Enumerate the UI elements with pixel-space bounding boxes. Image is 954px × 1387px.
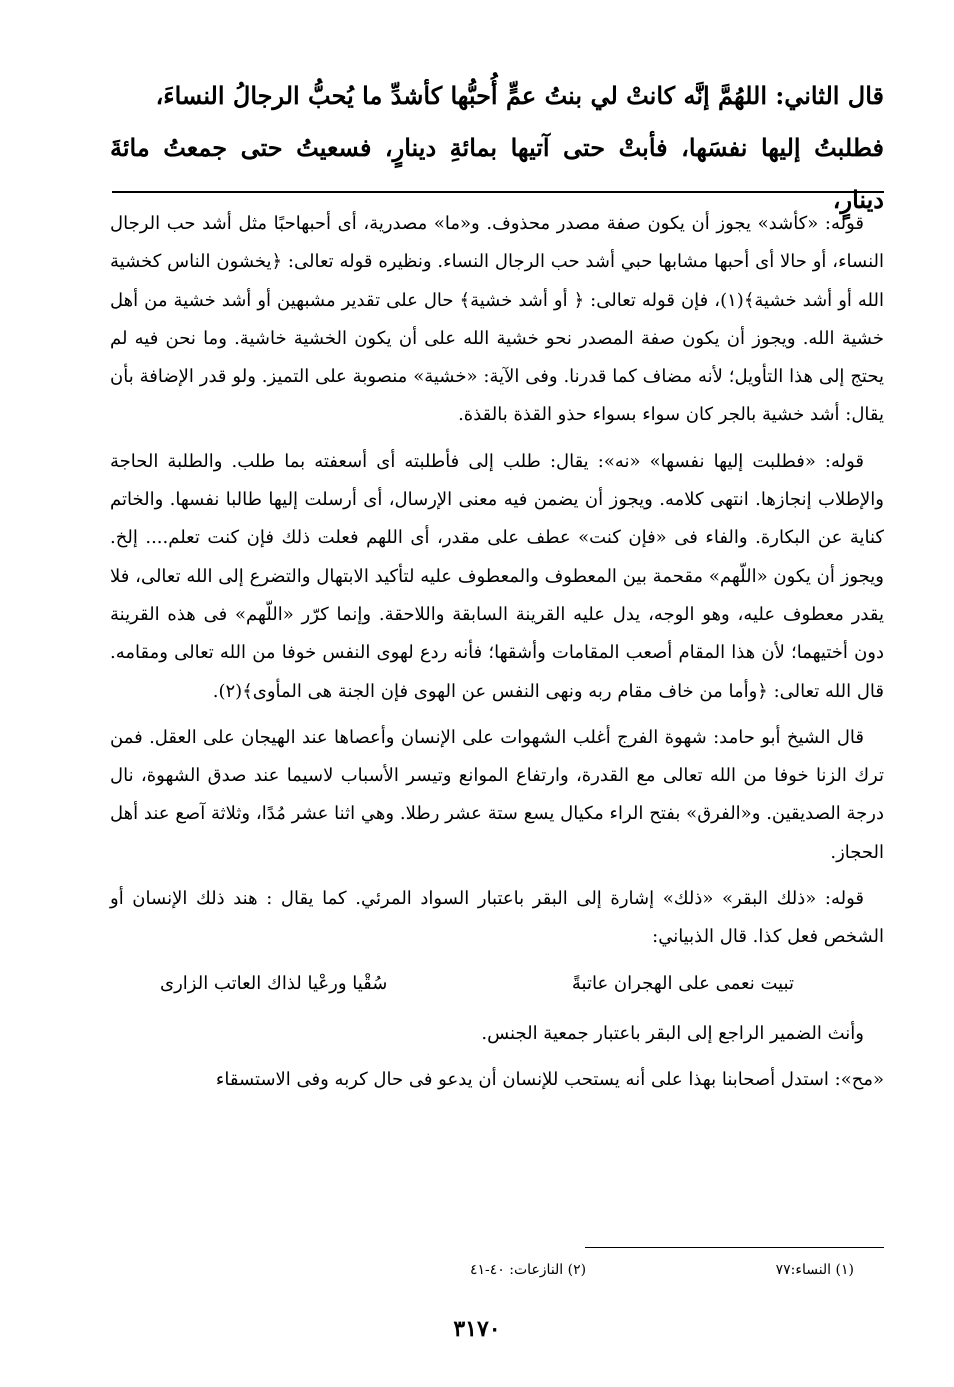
main-text-line-1: قال الثاني: اللهُمَّ إنَّه كانتْ لي بنتُ عمٍّ أُحبُّها كأشدِّ ما يُحبُّ الرجالُ النساءَ، (155, 81, 884, 110)
separator-line (112, 191, 884, 193)
footnotes (470, 1262, 854, 1278)
footnote-1: (١) النساء:٧٧ (775, 1262, 854, 1278)
poetry-verse (110, 965, 884, 1003)
commentary-paragraph-2: قوله: «فطلبت إليها نفسها» «نه»: يقال: طلب إلى فأطلبته أى أسعفته بما طلب. والطلبة الحاجة والإطلاب إنجازها. انتهى كلامه. ويجوز أن يضمن فيه معنى الإرسال، أى أرسلت إليها طالبا نفسها. والخاتم كناية عن البكارة. والفاء فى «فإن كنت» عطف على مقدر، أى اللهم فعلت ذلك فإن كنت تعلم.... إلخ. ويجوز أن يكون «اللّهم» مقحمة بين المعطوف والمعطوف عليه لتأكيد الابتهال والتضرع إلى الله تعالى، فلا يقدر معطوف عليه، وهو الوجه، يدل عليه القرينة السابقة واللاحقة. وإنما كرّر «اللّهم» فى هذه القرينة دون أختيهما؛ لأن هذا المقام أصعب المقامات وأشقها؛ فأنه ردع لهوى النفس خوفا من الله تعالى ومقامه. قال الله تعالى: ﴿وأما من خاف مقام ربه ونهى النفس عن الهوى فإن الجنة هى المأوى﴾(٢). (110, 450, 884, 702)
footnote-separator (585, 1247, 884, 1248)
main-hadith-text (110, 70, 884, 226)
commentary-paragraph-4: قوله: «ذلك البقر» «ذلك» إشارة إلى البقر باعتبار السواد المرئي. كما يقال : هند ذلك الإنسان أو الشخص فعل كذا. قال الذبياني: (110, 888, 884, 948)
commentary-paragraph-5: وأنث الضمير الراجع إلى البقر باعتبار جمعية الجنس. (481, 1022, 864, 1044)
page-number: ٣١٧٠ (453, 1316, 501, 1342)
footnote-2: (٢) النازعات: ٤٠-٤١ (470, 1262, 587, 1278)
verse-second-hemistich: سُقْيا ورعْيا لذاك العاتب الزارى (160, 972, 388, 994)
commentary-section (110, 205, 884, 1108)
main-text-line-2: فطلبتُ إليها نفسَها، فأبتْ حتى آتيها بمائةِ دينارٍ، فسعيتُ حتى جمعتُ مائةَ دينارٍ، (110, 133, 884, 214)
verse-first-hemistich: تبيت نعمى على الهجران عاتبةً (571, 972, 794, 994)
commentary-paragraph-3: قال الشيخ أبو حامد: شهوة الفرج أغلب الشهوات على الإنسان وأعصاها عند الهيجان على العقل. فمن ترك الزنا خوفا من الله تعالى مع القدرة، وارتفاع الموانع وتيسر الأسباب لاسيما عند صدق الشهوة، نال درجة الصديقين. و«الفرق» بفتح الراء مكيال يسع ستة عشر رطلا. وهي اثنا عشر مُدًا، وثلاثة آصع عند أهل الحجاز. (110, 726, 884, 863)
commentary-paragraph-1: قوله: «كأشد» يجوز أن يكون صفة مصدر محذوف. و«ما» مصدرية، أى أحبهاحبًا مثل أشد حب الرجال النساء، أو حالا أى أحبها مشابها حبي أشد حب الرجال النساء. ونظيره قوله تعالى: ﴿يخشون الناس كخشية الله أو أشد خشية﴾(١)، فإن قوله تعالى: ﴿ أو أشد خشية﴾ حال على تقدير مشبهين أو أشد خشية من أهل خشية الله. ويجوز أن يكون صفة المصدر نحو خشية الله على أن يكون الخشية خاشية. وما نحن فيه لم يحتج إلى هذا التأويل؛ لأنه مضاف كما قدرنا. وفى الآية: «خشية» منصوبة على التميز. ولو قدر الإضافة بأن يقال: أشد خشية بالجر كان سواء بسواء حذو القذة بالقذة. (110, 213, 884, 426)
commentary-paragraph-6: «مح»: استدل أصحابنا بهذا على أنه يستحب للإنسان أن يدعو فى حال كربه وفى الاستسقاء (215, 1069, 884, 1091)
